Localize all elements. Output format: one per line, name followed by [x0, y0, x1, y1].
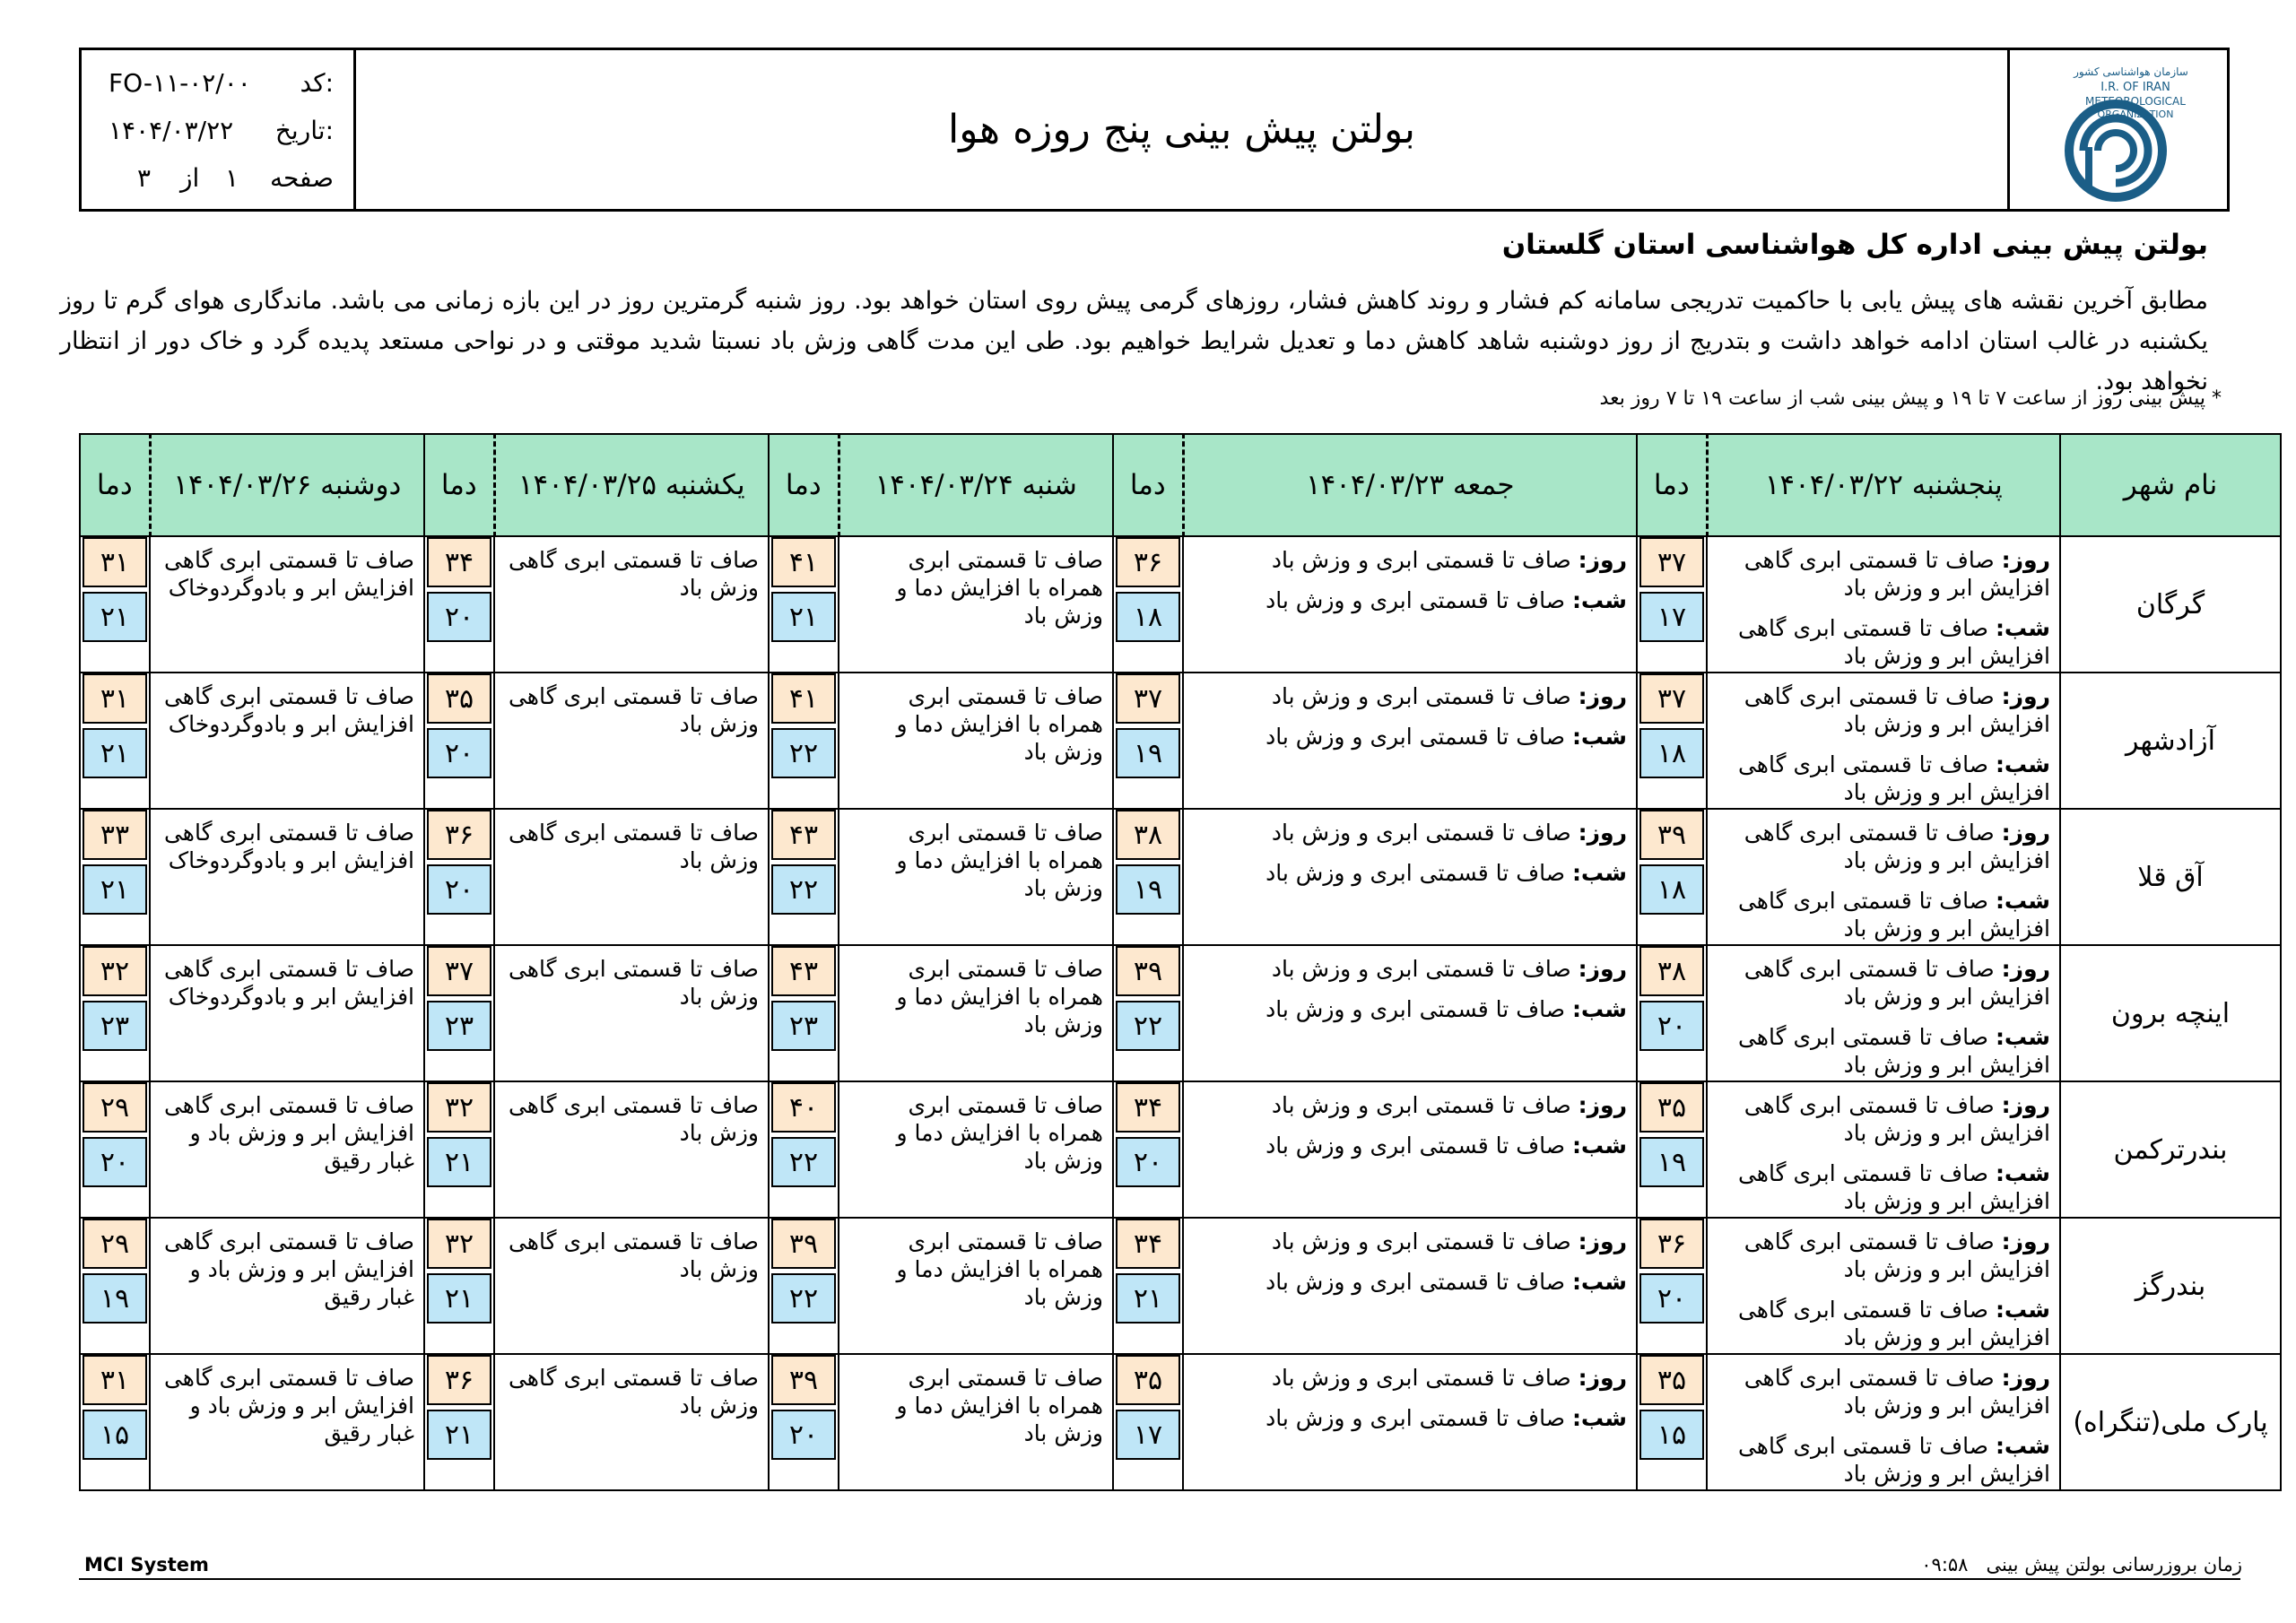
day-text: صاف تا قسمتی ابری و وزش باد — [1271, 683, 1571, 709]
temp-cell — [80, 945, 150, 1081]
min-temp: ۱۹ — [1116, 864, 1180, 915]
min-temp: ۲۲ — [771, 1273, 836, 1324]
night-label: شب: — [1571, 860, 1627, 886]
day-header: جمعه ۱۴۰۴/۰۳/۲۳ — [1183, 434, 1637, 536]
day-forecast — [1717, 819, 2050, 874]
min-temp: ۱۵ — [83, 1410, 147, 1460]
page-total: ۳ — [137, 163, 152, 193]
code-label: کد: — [300, 68, 334, 98]
day-night-forecast — [1183, 1081, 1637, 1218]
night-text: صاف تا قسمتی ابری گاهی افزایش ابر و وزش باد — [1737, 751, 2050, 805]
temp-cell — [80, 1081, 150, 1218]
night-text: صاف تا قسمتی ابری گاهی افزایش ابر و وزش باد — [1737, 615, 2050, 669]
day-forecast — [1193, 1091, 1627, 1119]
max-temp: ۳۵ — [1116, 1355, 1180, 1405]
min-temp: ۲۲ — [771, 1137, 836, 1187]
temp-cell — [80, 536, 150, 673]
max-temp: ۴۳ — [771, 946, 836, 996]
min-temp: ۲۰ — [1116, 1137, 1180, 1187]
night-text: صاف تا قسمتی ابری و وزش باد — [1265, 1269, 1565, 1295]
table-row — [80, 1218, 2281, 1354]
night-label: شب: — [1995, 615, 2050, 641]
night-text: صاف تا قسمتی ابری گاهی افزایش ابر و وزش باد — [1737, 1024, 2050, 1078]
max-temp: ۳۸ — [1116, 810, 1180, 860]
min-temp: ۲۱ — [427, 1137, 491, 1187]
min-temp: ۱۸ — [1116, 592, 1180, 642]
table-row — [80, 809, 2281, 945]
max-temp: ۳۹ — [771, 1355, 836, 1405]
day-night-forecast — [1707, 1081, 2060, 1218]
temp-cell — [1637, 1354, 1707, 1490]
day-forecast: صاف تا قسمتی ابری گاهی افزایش ابر و بادوگردوخاک — [150, 673, 424, 809]
temp-cell — [769, 945, 839, 1081]
city-name: پارک ملی(تنگراه) — [2060, 1354, 2281, 1490]
night-label: شب: — [1995, 1024, 2050, 1050]
day-forecast — [1193, 955, 1627, 983]
temp-header: دما — [1637, 434, 1707, 536]
temp-header: دما — [80, 434, 150, 536]
svg-text:I.R. OF IRAN: I.R. OF IRAN — [2100, 81, 2170, 94]
max-temp: ۳۴ — [1116, 1219, 1180, 1269]
day-forecast: صاف تا قسمتی ابری گاهی افزایش ابر و وزش باد و غبار رقیق — [150, 1354, 424, 1490]
max-temp: ۳۱ — [83, 673, 147, 724]
day-label: روز: — [2001, 1092, 2050, 1118]
temp-cell — [1113, 945, 1183, 1081]
day-header: دوشنبه ۱۴۰۴/۰۳/۲۶ — [150, 434, 424, 536]
table-row — [80, 1354, 2281, 1490]
night-forecast — [1717, 1023, 2050, 1079]
night-forecast — [1193, 1404, 1627, 1432]
max-temp: ۳۷ — [1639, 673, 1704, 724]
day-forecast — [1193, 1228, 1627, 1255]
min-temp: ۲۰ — [427, 728, 491, 778]
day-forecast: صاف تا قسمتی ابری گاهی وزش باد — [494, 945, 769, 1081]
day-label: روز: — [1578, 1365, 1627, 1391]
night-label: شب: — [1995, 1160, 2050, 1186]
day-header: یکشنبه ۱۴۰۴/۰۳/۲۵ — [494, 434, 769, 536]
min-temp: ۲۰ — [1639, 1001, 1704, 1051]
bulletin-header — [79, 48, 2230, 212]
day-text: صاف تا قسمتی ابری گاهی افزایش ابر و وزش باد — [1744, 1092, 2050, 1146]
day-forecast: صاف تا قسمتی ابری گاهی افزایش ابر و بادوگردوخاک — [150, 945, 424, 1081]
meteorological-organization-logo — [2007, 50, 2227, 209]
night-label: شب: — [1571, 996, 1627, 1022]
night-text: صاف تا قسمتی ابری و وزش باد — [1265, 724, 1565, 750]
temp-cell — [80, 1218, 150, 1354]
page-of: از — [180, 163, 200, 193]
day-label: روز: — [2001, 1228, 2050, 1254]
max-temp: ۳۵ — [1639, 1355, 1704, 1405]
max-temp: ۳۶ — [1639, 1219, 1704, 1269]
day-night-forecast — [1707, 809, 2060, 945]
day-forecast: صاف تا قسمتی ابری همراه با افزایش دما و وزش باد — [839, 673, 1113, 809]
day-forecast — [1717, 1364, 2050, 1419]
temp-cell — [1113, 809, 1183, 945]
table-header-row — [80, 434, 2281, 536]
day-forecast: صاف تا قسمتی ابری گاهی افزایش ابر و وزش باد و غبار رقیق — [150, 1081, 424, 1218]
day-forecast — [1717, 1091, 2050, 1147]
night-text: صاف تا قسمتی ابری و وزش باد — [1265, 1133, 1565, 1159]
min-temp: ۱۹ — [1639, 1137, 1704, 1187]
day-forecast: صاف تا قسمتی ابری همراه با افزایش دما و وزش باد — [839, 1081, 1113, 1218]
day-text: صاف تا قسمتی ابری گاهی افزایش ابر و وزش باد — [1744, 820, 2050, 873]
table-row — [80, 536, 2281, 673]
day-label: روز: — [2001, 683, 2050, 709]
temp-cell — [424, 536, 494, 673]
temp-cell — [1637, 809, 1707, 945]
max-temp: ۳۸ — [1639, 946, 1704, 996]
temp-cell — [769, 809, 839, 945]
day-forecast: صاف تا قسمتی ابری همراه با افزایش دما و وزش باد — [839, 1354, 1113, 1490]
day-label: روز: — [2001, 547, 2050, 573]
night-text: صاف تا قسمتی ابری گاهی افزایش ابر و وزش باد — [1737, 1160, 2050, 1214]
day-forecast — [1717, 682, 2050, 738]
day-night-forecast — [1183, 536, 1637, 673]
temp-header: دما — [1113, 434, 1183, 536]
temp-cell — [1637, 673, 1707, 809]
night-forecast — [1717, 614, 2050, 670]
city-name: بندرگز — [2060, 1218, 2281, 1354]
bulletin-title: بولتن پیش بینی پنج روزه هوا — [947, 107, 1416, 152]
city-name: آزادشهر — [2060, 673, 2281, 809]
night-text: صاف تا قسمتی ابری و وزش باد — [1265, 587, 1565, 613]
max-temp: ۳۱ — [83, 1355, 147, 1405]
day-text: صاف تا قسمتی ابری و وزش باد — [1271, 820, 1571, 846]
min-temp: ۱۹ — [83, 1273, 147, 1324]
max-temp: ۲۹ — [83, 1082, 147, 1133]
temp-cell — [1637, 945, 1707, 1081]
max-temp: ۳۶ — [1116, 537, 1180, 587]
day-forecast — [1193, 682, 1627, 710]
temp-cell — [424, 1354, 494, 1490]
max-temp: ۳۹ — [771, 1219, 836, 1269]
footer-divider — [79, 1578, 2240, 1580]
night-label: شب: — [1571, 1405, 1627, 1431]
day-night-forecast — [1707, 673, 2060, 809]
night-label: شب: — [1995, 888, 2050, 914]
max-temp: ۳۶ — [427, 1355, 491, 1405]
temp-cell — [424, 809, 494, 945]
table-row — [80, 673, 2281, 809]
temp-cell — [769, 536, 839, 673]
min-temp: ۲۰ — [771, 1410, 836, 1460]
day-text: صاف تا قسمتی ابری گاهی افزایش ابر و وزش باد — [1744, 1228, 2050, 1282]
max-temp: ۳۲ — [427, 1082, 491, 1133]
day-label: روز: — [1578, 956, 1627, 982]
min-temp: ۱۷ — [1116, 1410, 1180, 1460]
max-temp: ۳۷ — [1116, 673, 1180, 724]
max-temp: ۳۵ — [1639, 1082, 1704, 1133]
day-night-forecast — [1707, 945, 2060, 1081]
night-forecast — [1717, 1296, 2050, 1351]
night-label: شب: — [1571, 587, 1627, 613]
temp-cell — [1637, 1081, 1707, 1218]
max-temp: ۳۱ — [83, 537, 147, 587]
day-forecast: صاف تا قسمتی ابری همراه با افزایش دما و وزش باد — [839, 945, 1113, 1081]
min-temp: ۲۱ — [83, 592, 147, 642]
max-temp: ۴۱ — [771, 673, 836, 724]
day-text: صاف تا قسمتی ابری و وزش باد — [1271, 547, 1571, 573]
day-night-forecast — [1707, 1354, 2060, 1490]
night-text: صاف تا قسمتی ابری گاهی افزایش ابر و وزش باد — [1737, 1433, 2050, 1487]
min-temp: ۲۲ — [1116, 1001, 1180, 1051]
day-label: روز: — [2001, 1365, 2050, 1391]
temp-cell — [1113, 1081, 1183, 1218]
day-forecast — [1193, 819, 1627, 846]
night-forecast — [1193, 995, 1627, 1023]
day-header: پنجشنبه ۱۴۰۴/۰۳/۲۲ — [1707, 434, 2060, 536]
max-temp: ۳۴ — [427, 537, 491, 587]
day-text: صاف تا قسمتی ابری و وزش باد — [1271, 1228, 1571, 1254]
day-forecast: صاف تا قسمتی ابری همراه با افزایش دما و وزش باد — [839, 809, 1113, 945]
city-name: گرگان — [2060, 536, 2281, 673]
day-forecast: صاف تا قسمتی ابری گاهی وزش باد — [494, 1081, 769, 1218]
night-text: صاف تا قسمتی ابری گاهی افزایش ابر و وزش باد — [1737, 888, 2050, 942]
temp-cell — [80, 809, 150, 945]
night-forecast — [1193, 1132, 1627, 1159]
day-forecast: صاف تا قسمتی ابری گاهی افزایش ابر و بادوگردوخاک — [150, 809, 424, 945]
day-night-forecast — [1183, 945, 1637, 1081]
day-forecast: صاف تا قسمتی ابری گاهی وزش باد — [494, 809, 769, 945]
min-temp: ۲۱ — [83, 728, 147, 778]
spiral-logo-icon — [2010, 50, 2222, 209]
min-temp: ۱۹ — [1116, 728, 1180, 778]
night-forecast — [1193, 859, 1627, 887]
night-forecast — [1717, 1159, 2050, 1215]
day-text: صاف تا قسمتی ابری و وزش باد — [1271, 1092, 1571, 1118]
max-temp: ۳۲ — [83, 946, 147, 996]
day-forecast — [1717, 546, 2050, 602]
max-temp: ۳۹ — [1116, 946, 1180, 996]
max-temp: ۳۷ — [1639, 537, 1704, 587]
svg-text:METEOROLOGICAL: METEOROLOGICAL — [2085, 95, 2186, 108]
day-forecast: صاف تا قسمتی ابری گاهی وزش باد — [494, 673, 769, 809]
city-name: آق قلا — [2060, 809, 2281, 945]
temp-cell — [1637, 536, 1707, 673]
night-label: شب: — [1995, 1433, 2050, 1459]
min-temp: ۲۳ — [83, 1001, 147, 1051]
max-temp: ۴۳ — [771, 810, 836, 860]
document-code-box — [82, 50, 356, 209]
update-label: زمان بروزرسانی بولتن پیش بینی — [1986, 1554, 2242, 1575]
time-range-note: * پیش بینی روز از ساعت ۷ تا ۱۹ و پیش بینی شب از ساعت ۱۹ تا ۷ روز بعد — [1599, 387, 2222, 410]
min-temp: ۱۸ — [1639, 864, 1704, 915]
page-label: صفحه — [269, 163, 334, 193]
day-label: روز: — [1578, 683, 1627, 709]
min-temp: ۲۳ — [771, 1001, 836, 1051]
night-forecast — [1717, 1432, 2050, 1488]
temp-cell — [769, 1081, 839, 1218]
temp-cell — [424, 1081, 494, 1218]
min-temp: ۱۸ — [1639, 728, 1704, 778]
min-temp: ۲۳ — [427, 1001, 491, 1051]
min-temp: ۲۰ — [83, 1137, 147, 1187]
day-night-forecast — [1707, 536, 2060, 673]
temp-cell — [424, 945, 494, 1081]
temp-cell — [1113, 1354, 1183, 1490]
day-text: صاف تا قسمتی ابری گاهی افزایش ابر و وزش باد — [1744, 1365, 2050, 1419]
day-forecast: صاف تا قسمتی ابری گاهی افزایش ابر و وزش باد و غبار رقیق — [150, 1218, 424, 1354]
day-label: روز: — [1578, 820, 1627, 846]
temp-header: دما — [769, 434, 839, 536]
day-text: صاف تا قسمتی ابری و وزش باد — [1271, 1365, 1571, 1391]
min-temp: ۱۵ — [1639, 1410, 1704, 1460]
night-label: شب: — [1995, 751, 2050, 777]
max-temp: ۳۵ — [427, 673, 491, 724]
night-label: شب: — [1571, 1133, 1627, 1159]
min-temp: ۲۲ — [771, 864, 836, 915]
city-name: اینچه برون — [2060, 945, 2281, 1081]
temp-cell — [1113, 536, 1183, 673]
max-temp: ۳۹ — [1639, 810, 1704, 860]
day-night-forecast — [1183, 673, 1637, 809]
day-text: صاف تا قسمتی ابری گاهی افزایش ابر و وزش باد — [1744, 683, 2050, 737]
max-temp: ۳۳ — [83, 810, 147, 860]
day-label: روز: — [1578, 1228, 1627, 1254]
temp-cell — [1113, 1218, 1183, 1354]
min-temp: ۱۷ — [1639, 592, 1704, 642]
night-label: شب: — [1571, 1269, 1627, 1295]
night-label: شب: — [1571, 724, 1627, 750]
min-temp: ۲۲ — [771, 728, 836, 778]
table-row — [80, 945, 2281, 1081]
night-forecast — [1717, 751, 2050, 806]
day-label: روز: — [2001, 956, 2050, 982]
min-temp: ۲۱ — [427, 1273, 491, 1324]
temp-header: دما — [424, 434, 494, 536]
min-temp: ۲۱ — [427, 1410, 491, 1460]
forecast-table — [79, 433, 2282, 1491]
max-temp: ۴۱ — [771, 537, 836, 587]
table-row — [80, 1081, 2281, 1218]
day-forecast: صاف تا قسمتی ابری گاهی وزش باد — [494, 1354, 769, 1490]
min-temp: ۲۱ — [1116, 1273, 1180, 1324]
day-forecast: صاف تا قسمتی ابری گاهی وزش باد — [494, 1218, 769, 1354]
min-temp: ۲۰ — [427, 864, 491, 915]
temp-cell — [769, 1354, 839, 1490]
day-forecast — [1193, 546, 1627, 574]
night-text: صاف تا قسمتی ابری و وزش باد — [1265, 996, 1565, 1022]
date-label: تاریخ: — [274, 116, 334, 145]
night-forecast — [1193, 723, 1627, 751]
night-label: شب: — [1995, 1297, 2050, 1323]
temp-cell — [769, 673, 839, 809]
temp-cell — [424, 673, 494, 809]
day-text: صاف تا قسمتی ابری گاهی افزایش ابر و وزش باد — [1744, 547, 2050, 601]
night-text: صاف تا قسمتی ابری و وزش باد — [1265, 860, 1565, 886]
night-forecast — [1193, 1268, 1627, 1296]
night-text: صاف تا قسمتی ابری گاهی افزایش ابر و وزش باد — [1737, 1297, 2050, 1350]
temp-cell — [424, 1218, 494, 1354]
date-value: ۱۴۰۴/۰۳/۲۲ — [109, 116, 234, 145]
min-temp: ۲۰ — [427, 592, 491, 642]
max-temp: ۴۰ — [771, 1082, 836, 1133]
day-night-forecast — [1183, 1354, 1637, 1490]
temp-cell — [1637, 1218, 1707, 1354]
day-forecast — [1717, 955, 2050, 1011]
day-label: روز: — [2001, 820, 2050, 846]
temp-cell — [1113, 673, 1183, 809]
day-header: شنبه ۱۴۰۴/۰۳/۲۴ — [839, 434, 1113, 536]
svg-text:ORGANIZATION: ORGANIZATION — [2097, 108, 2174, 120]
city-name: بندرترکمن — [2060, 1081, 2281, 1218]
day-night-forecast — [1183, 809, 1637, 945]
update-time: ۰۹:۵۸ — [1921, 1554, 1969, 1575]
temp-cell — [80, 1354, 150, 1490]
max-temp: ۳۲ — [427, 1219, 491, 1269]
night-forecast — [1193, 586, 1627, 614]
page-current: ۱ — [225, 163, 239, 193]
day-forecast — [1193, 1364, 1627, 1392]
code-value: FO-۱۱-۰۲/۰۰ — [109, 68, 251, 98]
max-temp: ۳۶ — [427, 810, 491, 860]
day-label: روز: — [1578, 547, 1627, 573]
section-title: بولتن پیش بینی اداره کل هواشناسی استان گلستان — [1501, 229, 2208, 261]
city-header: نام شهر — [2060, 434, 2281, 536]
temp-cell — [80, 673, 150, 809]
system-name: MCI System — [84, 1554, 209, 1575]
min-temp: ۲۱ — [83, 864, 147, 915]
day-forecast: صاف تا قسمتی ابری همراه با افزایش دما و وزش باد — [839, 536, 1113, 673]
temp-cell — [769, 1218, 839, 1354]
day-forecast: صاف تا قسمتی ابری گاهی وزش باد — [494, 536, 769, 673]
max-temp: ۳۷ — [427, 946, 491, 996]
update-time-info — [1921, 1554, 2242, 1575]
svg-text:سازمان هواشناسی کشور: سازمان هواشناسی کشور — [2074, 65, 2188, 78]
day-forecast: صاف تا قسمتی ابری همراه با افزایش دما و وزش باد — [839, 1218, 1113, 1354]
day-night-forecast — [1707, 1218, 2060, 1354]
night-text: صاف تا قسمتی ابری و وزش باد — [1265, 1405, 1565, 1431]
forecast-description: مطابق آخرین نقشه های پیش یابی با حاکمیت تدریجی سامانه کم فشار و روند کاهش فشار، روزهای گرمی پیش روی استان خواهد بود. روز شنبه گرمترین روز در این بازه زمانی می باشد. ماندگاری هوای گرم تا روز یکشنبه در غالب استان ادامه خواهد داشت و بتدریج از روز دوشنبه شاهد کاهش دما و تعدیل شرایط خواهیم بود. طی این مدت گاهی وزش باد نسبتا شدید موقتی و در نواحی مستعد پدیده گرد و خاک دور از انتظار نخواهد بود. — [60, 287, 2208, 395]
day-label: روز: — [1578, 1092, 1627, 1118]
day-forecast: صاف تا قسمتی ابری گاهی افزایش ابر و بادوگردوخاک — [150, 536, 424, 673]
max-temp: ۳۴ — [1116, 1082, 1180, 1133]
day-forecast — [1717, 1228, 2050, 1283]
max-temp: ۲۹ — [83, 1219, 147, 1269]
min-temp: ۲۰ — [1639, 1273, 1704, 1324]
day-text: صاف تا قسمتی ابری و وزش باد — [1271, 956, 1571, 982]
night-forecast — [1717, 887, 2050, 942]
min-temp: ۲۱ — [771, 592, 836, 642]
day-night-forecast — [1183, 1218, 1637, 1354]
day-text: صاف تا قسمتی ابری گاهی افزایش ابر و وزش باد — [1744, 956, 2050, 1010]
